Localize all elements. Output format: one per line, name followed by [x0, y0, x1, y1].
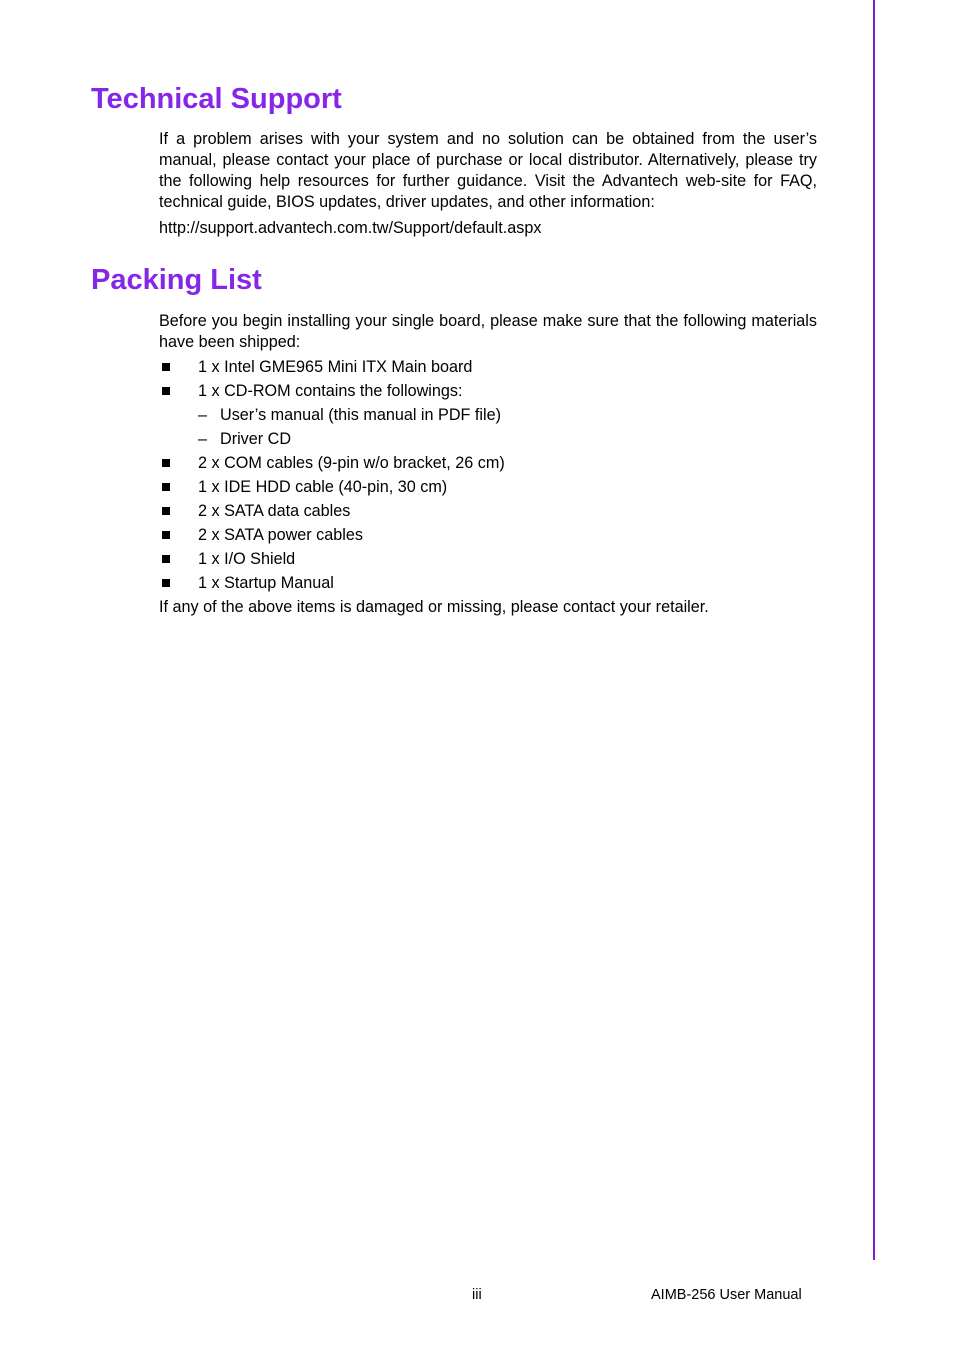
square-bullet-icon	[162, 363, 170, 371]
square-bullet-icon	[162, 387, 170, 395]
technical-support-heading: Technical Support	[91, 83, 342, 115]
list-item-text: User’s manual (this manual in PDF file)	[220, 406, 501, 424]
list-item-text: 2 x SATA data cables	[198, 502, 351, 520]
dash-bullet-icon: –	[198, 430, 208, 448]
square-bullet-icon	[162, 579, 170, 587]
list-item	[159, 381, 817, 405]
square-bullet-icon	[162, 483, 170, 491]
sub-list-item	[159, 405, 817, 429]
footer-page-number: iii	[472, 1287, 482, 1303]
square-bullet-icon	[162, 507, 170, 515]
list-item-text: 1 x CD-ROM contains the followings:	[198, 382, 463, 400]
page-side-rule	[873, 0, 875, 1260]
packing-list	[159, 357, 817, 597]
list-item-text: Driver CD	[220, 430, 292, 448]
list-item-text: 1 x Startup Manual	[198, 574, 334, 592]
square-bullet-icon	[162, 555, 170, 563]
list-item-text: 1 x I/O Shield	[198, 550, 296, 568]
list-item-text: 1 x IDE HDD cable (40-pin, 30 cm)	[198, 478, 448, 496]
list-item	[159, 357, 817, 381]
square-bullet-icon	[162, 459, 170, 467]
list-item	[159, 525, 817, 549]
list-item	[159, 453, 817, 477]
list-item	[159, 501, 817, 525]
list-item-text: 2 x COM cables (9-pin w/o bracket, 26 cm)	[198, 454, 505, 472]
packing-list-heading: Packing List	[91, 264, 262, 296]
packing-list-closing: If any of the above items is damaged or missing, please contact your retailer.	[159, 598, 709, 616]
technical-support-paragraph: If a problem arises with your system and no solution can be obtained from the user’s manual, please contact your place of purchase or local distributor. Alternatively, please try the following help resources for further guidance. Visit the Advantech web-site for FAQ, technical guide, BIOS updates, driver updates, and other information:	[159, 130, 817, 211]
list-item	[159, 573, 817, 597]
support-url: http://support.advantech.com.tw/Support/default.aspx	[159, 219, 542, 237]
list-item	[159, 477, 817, 501]
footer-manual-title: AIMB-256 User Manual	[651, 1287, 802, 1303]
list-item-text: 1 x Intel GME965 Mini ITX Main board	[198, 358, 473, 376]
list-item-text: 2 x SATA power cables	[198, 526, 363, 544]
dash-bullet-icon: –	[198, 406, 208, 424]
square-bullet-icon	[162, 531, 170, 539]
packing-list-intro: Before you begin installing your single board, please make sure that the following materials have been shipped:	[159, 312, 817, 351]
list-item	[159, 549, 817, 573]
sub-list-item	[159, 429, 817, 453]
